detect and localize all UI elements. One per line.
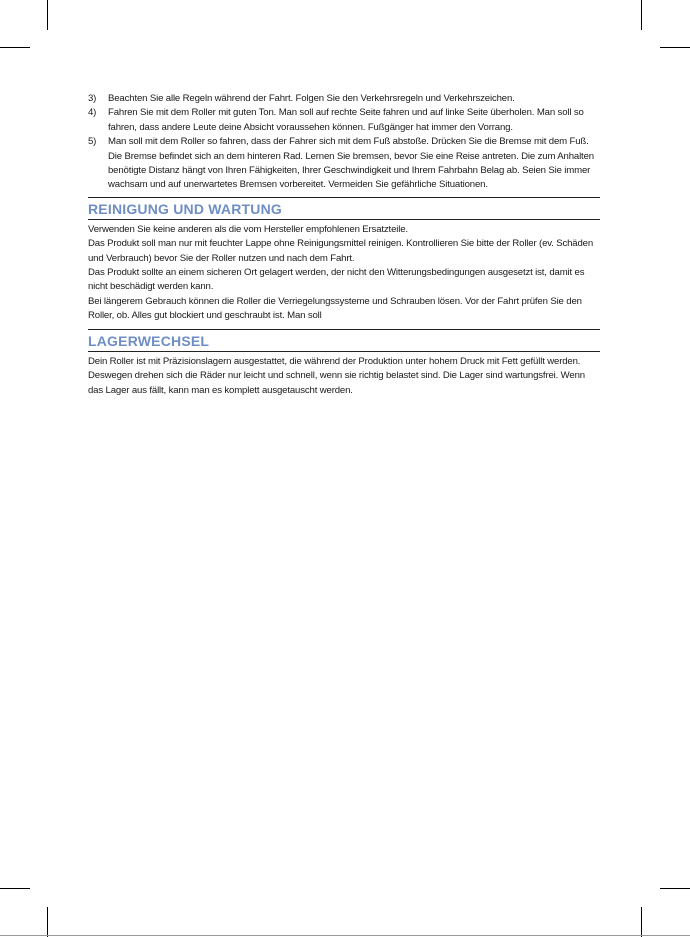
list-item xyxy=(88,92,600,106)
crop-mark-top-right-horizontal xyxy=(660,47,690,48)
heading-divider xyxy=(88,219,600,220)
crop-mark-top-left-vertical xyxy=(47,0,48,30)
crop-mark-bottom-right-horizontal xyxy=(660,888,690,889)
crop-mark-bottom-right-vertical xyxy=(641,907,642,937)
paragraph: Dein Roller ist mit Präzisionslagern ausgestattet, die während der Produktion unter hohem Druck mit Fett gefüllt werden. Deswegen drehen sich die Räder nur leicht und schnell, wenn sie richtig belastet sind. Die Lager sind wartungsfrei. Wenn das Lager aus fällt, kann man es komplett ausgetauscht werden. xyxy=(88,355,585,396)
list-text: Man soll mit dem Roller so fahren, dass der Fahrer sich mit dem Fuß abstoße. Drücken Sie die Bremse mit dem Fuß. Die Bremse befindet sich an dem hinteren Rad. Lernen Sie bremsen, bevor Sie eine Reise antreten. Die zum Anhalten benötigte Distanz hängt von Ihren Fähigkeiten, Ihrer Geschwindigkeit und Ihrem Fahrbahn Belag ab. Seien Sie immer wachsam und auf unerwartetes Bremsen vorbereitet. Vermeiden Sie gefährliche Situationen. xyxy=(108,136,594,191)
list-number: 4) xyxy=(88,107,97,119)
heading-divider xyxy=(88,351,600,352)
list-number: 3) xyxy=(88,93,97,104)
page-content xyxy=(88,92,600,398)
section-heading-cleaning: REINIGUNG UND WARTUNG xyxy=(88,197,600,219)
paragraph: Bei längerem Gebrauch können die Roller die Verriegelungssysteme und Schrauben lösen. Vor der Fahrt prüfen Sie den Roller, ob. Alles gut blockiert und geschraubt ist. Man soll xyxy=(88,295,582,322)
paragraph: Das Produkt sollte an einem sicheren Ort gelagert werden, der nicht den Witterungsbedingungen ausgesetzt ist, damit es nicht beschädigt werden kann. xyxy=(88,267,585,293)
list-text: Beachten Sie alle Regeln während der Fahrt. Folgen Sie den Verkehrsregeln und Verkehrszeichen. xyxy=(108,93,515,104)
bottom-trim-line xyxy=(0,935,690,936)
paragraph: Das Produkt soll man nur mit feuchter Lappe ohne Reinigungsmittel reinigen. Kontrollieren Sie bitte der Roller (ev. Schäden und Verbrauch) bevor Sie der Roller nutzen und nach dem Fahrt. xyxy=(88,238,594,264)
list-item xyxy=(88,135,600,193)
crop-mark-top-right-vertical xyxy=(641,0,642,30)
rules-list xyxy=(88,92,600,193)
section-heading-bearing: LAGERWECHSEL xyxy=(88,329,600,351)
paragraph: Verwenden Sie keine anderen als die vom Hersteller empfohlenen Ersatzteile. xyxy=(88,223,408,235)
list-item xyxy=(88,106,600,135)
crop-mark-bottom-left-vertical xyxy=(47,907,48,937)
crop-mark-top-left-horizontal xyxy=(0,47,30,48)
list-number: 5) xyxy=(88,136,97,148)
list-text: Fahren Sie mit dem Roller mit guten Ton. Man soll auf rechte Seite fahren und auf linke Seite überholen. Man soll so fahren, dass andere Leute deine Absicht voraussehen können. Fußgänger hat immer den Vorrang. xyxy=(108,107,584,133)
crop-mark-bottom-left-horizontal xyxy=(0,888,30,889)
